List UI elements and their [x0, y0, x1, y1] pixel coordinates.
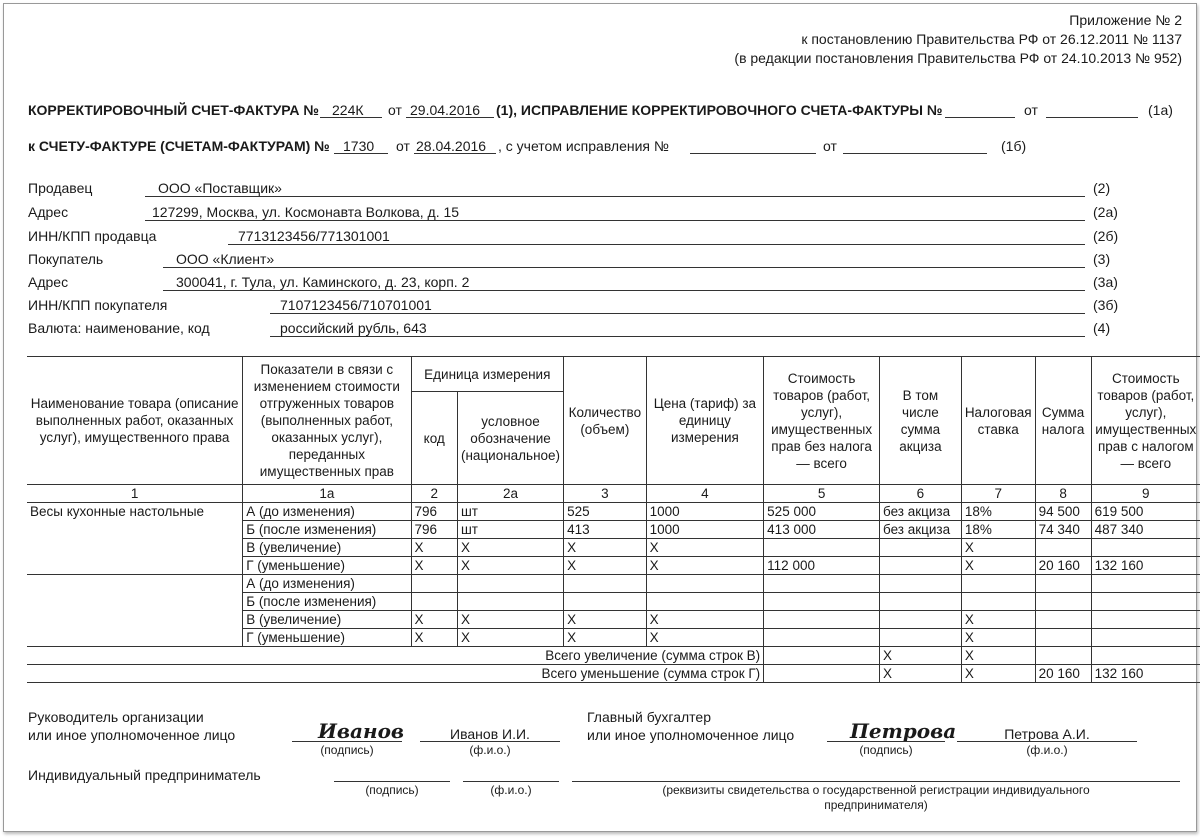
- seller-address-line: [145, 220, 1085, 221]
- table-row: [27, 503, 1200, 521]
- base-invoice-title: к СЧЕТУ-ФАКТУРЕ (СЧЕТАМ-ФАКТУРАМ) №: [28, 138, 330, 154]
- table-cell: [879, 611, 961, 629]
- total-decrease-c7: X: [961, 665, 1035, 683]
- correction-from: от: [1024, 102, 1038, 118]
- table-cell: [764, 593, 880, 611]
- table-cell: [646, 593, 764, 611]
- total-decrease-c6: X: [879, 665, 961, 683]
- base-correction-label: , с учетом исправления №: [498, 138, 669, 154]
- accountant-signature: Петрова: [850, 719, 957, 743]
- buyer-address-label: Адрес: [28, 274, 69, 290]
- buyer-inn-label: ИНН/КПП покупателя: [28, 297, 168, 313]
- table-cell: X: [457, 629, 563, 647]
- head-label-line-1: Руководитель организации: [28, 709, 204, 725]
- table-cell: [1035, 539, 1091, 557]
- ip-reg-line: [572, 781, 1180, 782]
- table-cell: [879, 575, 961, 593]
- table-cell: [879, 539, 961, 557]
- table-cell: шт: [457, 521, 563, 539]
- total-decrease-label: Всего уменьшение (сумма строк Г): [27, 665, 764, 683]
- col-number: 3: [564, 485, 647, 503]
- ip-fio-caption: (ф.и.о.): [490, 783, 532, 797]
- total-decrease-c8: 20 160: [1035, 665, 1091, 683]
- table-cell: [1035, 611, 1091, 629]
- table-cell: [764, 611, 880, 629]
- col-number: 4: [646, 485, 764, 503]
- total-increase-label: Всего увеличение (сумма строк В): [27, 647, 764, 665]
- invoice-date: 29.04.2016: [410, 102, 481, 118]
- code-3: (3): [1093, 251, 1111, 267]
- table-cell: [1091, 539, 1200, 557]
- table-cell: [1035, 629, 1091, 647]
- accountant-fio-caption: (ф.и.о.): [1026, 743, 1068, 757]
- item-1-rows: [27, 503, 1200, 575]
- table-cell: 112 000: [764, 557, 880, 575]
- table-cell: А (до изменения): [243, 503, 411, 521]
- col-number: 2: [411, 485, 457, 503]
- header-unit-code: код: [411, 392, 457, 485]
- accountant-name: Петрова А.И.: [1004, 726, 1090, 742]
- table-cell: [1035, 593, 1091, 611]
- currency-line: [270, 336, 1085, 337]
- col-number: 8: [1035, 485, 1091, 503]
- table-cell: 796: [411, 521, 457, 539]
- table-cell: X: [457, 557, 563, 575]
- header-cost-without-tax: Стоимость товаров (работ, услуг), имущественных прав без налога — всего: [764, 357, 880, 485]
- header-unit-symbol: условное обозначение (национальное): [457, 392, 563, 485]
- table-cell: X: [961, 611, 1035, 629]
- head-name-line: [420, 741, 560, 742]
- table-cell: X: [564, 629, 647, 647]
- col-number: 1: [27, 485, 243, 503]
- header-quantity: Количество (объем): [564, 357, 647, 485]
- currency-label: Валюта: наименование, код: [28, 320, 210, 336]
- header-tax-amount: Сумма налога: [1035, 357, 1091, 485]
- table-cell: [564, 593, 647, 611]
- accountant-label-line-1: Главный бухгалтер: [587, 709, 711, 725]
- base-correction-from: от: [823, 138, 837, 154]
- col-number: 7: [961, 485, 1035, 503]
- table-cell: X: [564, 557, 647, 575]
- table-cell: [457, 593, 563, 611]
- header-product-name: Наименование товара (описание выполненных работ, оказанных услуг), имущественного права: [27, 357, 243, 485]
- table-cell: [764, 629, 880, 647]
- buyer-address-line: [163, 290, 1085, 291]
- table-cell: [961, 593, 1035, 611]
- seller-address-value: 127299, Москва, ул. Космонавта Волкова, д. 15: [152, 204, 460, 220]
- table-cell: X: [961, 539, 1035, 557]
- invoice-title: КОРРЕКТИРОВОЧНЫЙ СЧЕТ-ФАКТУРА №: [28, 102, 319, 118]
- ip-sign-caption: (подпись): [365, 783, 419, 797]
- code-2: (2): [1093, 180, 1111, 196]
- table-cell: X: [564, 611, 647, 629]
- seller-value: ООО «Поставщик»: [158, 180, 282, 196]
- total-increase-c5: [764, 647, 880, 665]
- table-cell: Г (уменьшение): [243, 557, 411, 575]
- code-2b: (2б): [1093, 228, 1119, 244]
- seller-inn-label: ИНН/КПП продавца: [28, 228, 157, 244]
- base-correction-date-line: [843, 153, 987, 154]
- ip-reg-caption-2: предпринимателя): [824, 798, 928, 812]
- total-increase-c8: [1035, 647, 1091, 665]
- table-cell: X: [646, 629, 764, 647]
- table-cell: 796: [411, 503, 457, 521]
- head-sign-caption: (подпись): [320, 743, 374, 757]
- seller-inn-value: 7713123456/771301001: [238, 228, 390, 244]
- table-cell: [961, 575, 1035, 593]
- table-cell: [764, 575, 880, 593]
- accountant-sign-line: [827, 741, 945, 742]
- header-tax-rate: Налоговая ставка: [961, 357, 1035, 485]
- base-invoice-date: 28.04.2016: [416, 138, 487, 154]
- total-increase-c6: X: [879, 647, 961, 665]
- table-cell: В (увеличение): [243, 539, 411, 557]
- buyer-inn-line: [270, 313, 1085, 314]
- table-cell: X: [646, 557, 764, 575]
- correction-number-line: [945, 117, 1015, 118]
- total-decrease-c5: [764, 665, 880, 683]
- buyer-value: ООО «Клиент»: [176, 251, 275, 267]
- invoice-from: от: [388, 102, 402, 118]
- correction-date-line: [1046, 117, 1138, 118]
- col-number: 6: [879, 485, 961, 503]
- code-1b: (1б): [1001, 138, 1027, 154]
- ip-fio-line: [463, 781, 559, 782]
- col-number: 9: [1091, 485, 1200, 503]
- table-cell: Г (уменьшение): [243, 629, 411, 647]
- col-number: 1а: [243, 485, 411, 503]
- seller-address-label: Адрес: [28, 204, 69, 220]
- table-cell: 18%: [961, 521, 1035, 539]
- table-cell: X: [564, 539, 647, 557]
- head-signature: Иванов: [318, 719, 405, 743]
- code-3a: (3а): [1093, 274, 1118, 290]
- code-1a: (1а): [1148, 102, 1173, 118]
- header-excise: В том числе сумма акциза: [879, 357, 961, 485]
- table-cell: X: [646, 611, 764, 629]
- accountant-name-line: [957, 741, 1137, 742]
- table-cell: 525: [564, 503, 647, 521]
- table-cell: X: [457, 539, 563, 557]
- invoice-table: [27, 356, 1200, 683]
- seller-inn-line: [228, 244, 1085, 245]
- head-fio-caption: (ф.и.о.): [469, 743, 511, 757]
- table-cell: А (до изменения): [243, 575, 411, 593]
- table-cell: [1091, 593, 1200, 611]
- table-cell: без акциза: [879, 503, 961, 521]
- table-cell: [879, 593, 961, 611]
- table-cell: без акциза: [879, 521, 961, 539]
- table-cell: Б (после изменения): [243, 521, 411, 539]
- correction-title: (1), ИСПРАВЛЕНИЕ КОРРЕКТИРОВОЧНОГО СЧЕТА-ФАКТУРЫ №: [496, 102, 943, 118]
- code-3b: (3б): [1093, 297, 1119, 313]
- seller-label: Продавец: [28, 180, 93, 196]
- total-increase-row: [27, 647, 1200, 665]
- table-cell: X: [411, 611, 457, 629]
- accountant-sign-caption: (подпись): [859, 743, 913, 757]
- table-cell: 1000: [646, 521, 764, 539]
- invoice-number: 224К: [332, 102, 364, 118]
- header-unit: Единица измерения: [411, 357, 564, 392]
- head-label-line-2: или иное уполномоченное лицо: [28, 727, 236, 743]
- table-cell: 132 160: [1091, 557, 1200, 575]
- table-cell: X: [646, 539, 764, 557]
- table-cell: [1091, 611, 1200, 629]
- table-cell: 94 500: [1035, 503, 1091, 521]
- code-2a: (2а): [1093, 204, 1118, 220]
- buyer-inn-value: 7107123456/710701001: [280, 297, 432, 313]
- header-indicators: Показатели в связи с изменением стоимости отгруженных товаров (выполненных работ, оказанных услуг), переданных имущественных прав: [243, 357, 411, 485]
- buyer-line: [163, 267, 1085, 268]
- table-cell: X: [961, 557, 1035, 575]
- table-cell: 525 000: [764, 503, 880, 521]
- total-increase-c7: X: [961, 647, 1035, 665]
- buyer-address-value: 300041, г. Тула, ул. Каминского, д. 23, корп. 2: [176, 274, 470, 290]
- col-number: 2а: [457, 485, 563, 503]
- table-cell: [764, 539, 880, 557]
- table-cell: [564, 575, 647, 593]
- seller-line: [145, 196, 1085, 197]
- table-cell: X: [961, 629, 1035, 647]
- table-cell: В (увеличение): [243, 611, 411, 629]
- table-cell: [879, 557, 961, 575]
- table-cell: [1091, 575, 1200, 593]
- table-cell: 1000: [646, 503, 764, 521]
- code-4: (4): [1093, 320, 1111, 336]
- table-cell: [646, 575, 764, 593]
- total-increase-c9: [1091, 647, 1200, 665]
- item-2-rows: [27, 575, 1200, 647]
- product-name: [27, 575, 243, 647]
- table-cell: 18%: [961, 503, 1035, 521]
- ip-label: Индивидуальный предприниматель: [28, 767, 261, 783]
- ip-reg-caption-1: (реквизиты свидетельства о государственной регистрации индивидуального: [662, 783, 1090, 797]
- col-number: 5: [764, 485, 880, 503]
- table-cell: X: [457, 611, 563, 629]
- table-cell: [1035, 575, 1091, 593]
- product-name: Весы кухонные настольные: [27, 503, 243, 575]
- currency-value: российский рубль, 643: [280, 320, 427, 336]
- table-cell: [879, 629, 961, 647]
- table-cell: [411, 575, 457, 593]
- base-correction-number-line: [690, 153, 816, 154]
- ip-sign-line: [334, 781, 450, 782]
- total-decrease-row: [27, 665, 1200, 683]
- table-cell: шт: [457, 503, 563, 521]
- table-cell: X: [411, 539, 457, 557]
- header-cost-with-tax: Стоимость товаров (работ, услуг), имущественных прав с налогом — всего: [1091, 357, 1200, 485]
- table-cell: [1091, 629, 1200, 647]
- appendix-line-1: Приложение № 2: [1069, 12, 1182, 28]
- accountant-label-line-2: или иное уполномоченное лицо: [587, 727, 795, 743]
- table-cell: 413 000: [764, 521, 880, 539]
- table-cell: 413: [564, 521, 647, 539]
- base-invoice-number: 1730: [343, 138, 375, 154]
- appendix-line-3: (в редакции постановления Правительства РФ от 24.10.2013 № 952): [734, 50, 1182, 66]
- table-cell: X: [411, 557, 457, 575]
- appendix-line-2: к постановлению Правительства РФ от 26.12.2011 № 1137: [801, 31, 1182, 47]
- table-cell: 20 160: [1035, 557, 1091, 575]
- buyer-label: Покупатель: [28, 251, 104, 267]
- table-cell: [457, 575, 563, 593]
- total-decrease-c9: 132 160: [1091, 665, 1200, 683]
- table-row: [27, 575, 1200, 593]
- table-cell: 74 340: [1035, 521, 1091, 539]
- table-cell: Б (после изменения): [243, 593, 411, 611]
- base-invoice-from: от: [396, 138, 410, 154]
- table-cell: X: [411, 629, 457, 647]
- table-cell: 487 340: [1091, 521, 1200, 539]
- table-cell: 619 500: [1091, 503, 1200, 521]
- head-sign-line: [292, 741, 402, 742]
- header-price: Цена (тариф) за единицу измерения: [646, 357, 764, 485]
- table-cell: [411, 593, 457, 611]
- head-name: Иванов И.И.: [450, 726, 530, 742]
